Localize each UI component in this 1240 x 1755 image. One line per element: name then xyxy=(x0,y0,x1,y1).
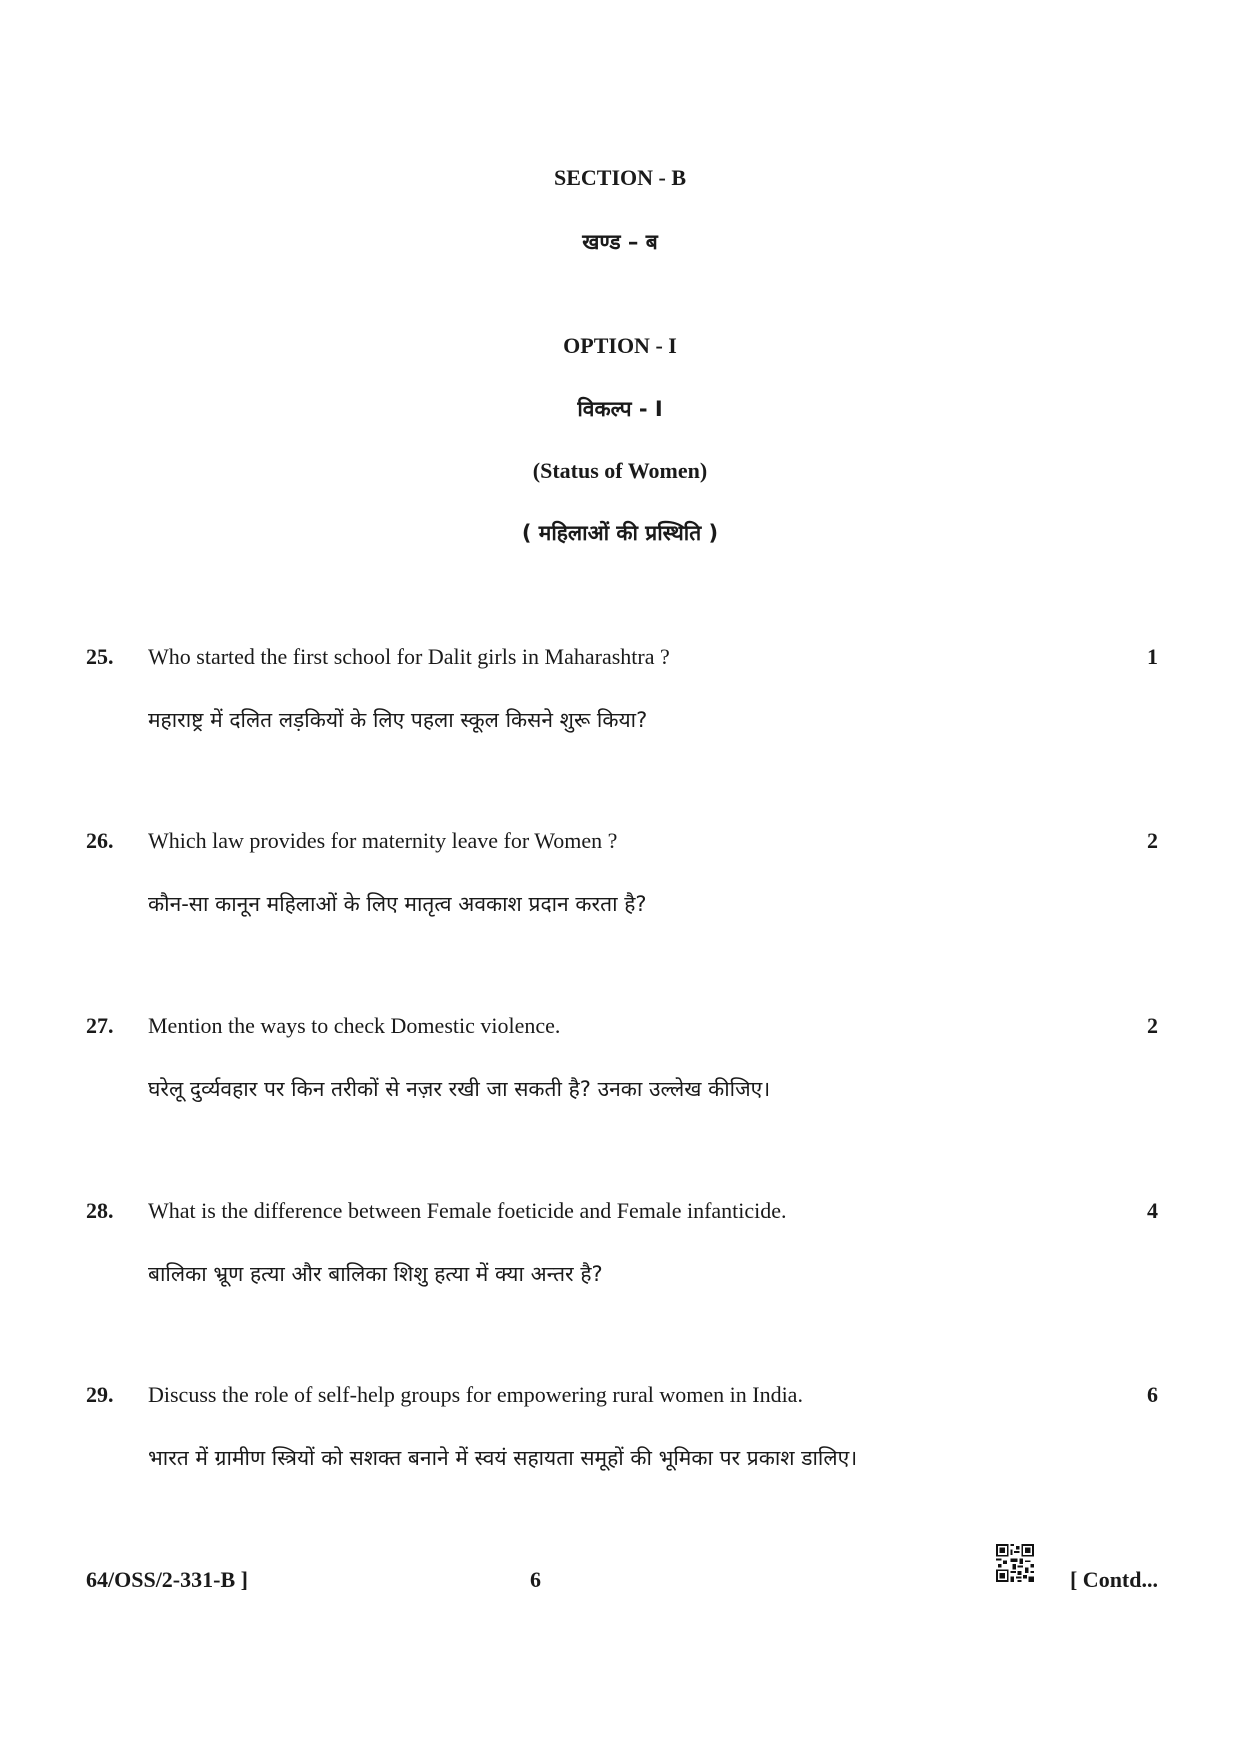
qr-code-icon xyxy=(996,1544,1034,1582)
section-title-hindi: खण्ड – ब xyxy=(582,230,658,254)
question-marks: 1 xyxy=(1147,644,1158,669)
question-text-en: Discuss the role of self-help groups for empowering rural women in India. xyxy=(148,1382,803,1407)
question-marks: 4 xyxy=(1147,1198,1158,1223)
question-text-en: What is the difference between Female foeticide and Female infanticide. xyxy=(148,1198,787,1223)
option-title-hindi: विकल्प - I xyxy=(577,397,663,421)
page-number: 6 xyxy=(530,1567,541,1592)
question-text-en: Which law provides for maternity leave for Women ? xyxy=(148,828,618,853)
question-marks: 2 xyxy=(1147,1013,1158,1038)
continued-label: [ Contd... xyxy=(1069,1567,1158,1592)
question-number: 29. xyxy=(86,1382,114,1407)
question-number: 27. xyxy=(86,1013,114,1038)
section-title: SECTION - B xyxy=(553,165,687,190)
topic-title-hindi: ( महिलाओं की प्रस्थिति ) xyxy=(521,521,719,545)
question-text-en: Mention the ways to check Domestic violence. xyxy=(148,1013,561,1038)
paper-code: 64/OSS/2-331-B ] xyxy=(86,1567,248,1592)
question-number: 25. xyxy=(86,644,114,669)
question-text-hi: कौन-सा कानून महिलाओं के लिए मातृत्व अवकाश प्रदान करता है? xyxy=(148,892,647,916)
question-text-hi: महाराष्ट्र में दलित लड़कियों के लिए पहला स्कूल किसने शुरू किया? xyxy=(148,708,648,732)
option-title: OPTION - I xyxy=(563,333,677,358)
topic-title: (Status of Women) xyxy=(532,458,708,483)
question-text-hi: बालिका भ्रूण हत्या और बालिका शिशु हत्या में क्या अन्तर है? xyxy=(148,1262,603,1286)
question-text-hi: भारत में ग्रामीण स्त्रियों को सशक्त बनाने में स्वयं सहायता समूहों की भूमिका पर प्रकाश डालिए। xyxy=(148,1446,858,1470)
question-number: 26. xyxy=(86,828,114,853)
question-marks: 2 xyxy=(1147,828,1158,853)
question-text-hi: घरेलू दुर्व्यवहार पर किन तरीकों से नज़र रखी जा सकती है? उनका उल्लेख कीजिए। xyxy=(148,1077,771,1101)
question-marks: 6 xyxy=(1147,1382,1158,1407)
question-number: 28. xyxy=(86,1198,114,1223)
question-text-en: Who started the first school for Dalit girls in Maharashtra ? xyxy=(148,644,670,669)
